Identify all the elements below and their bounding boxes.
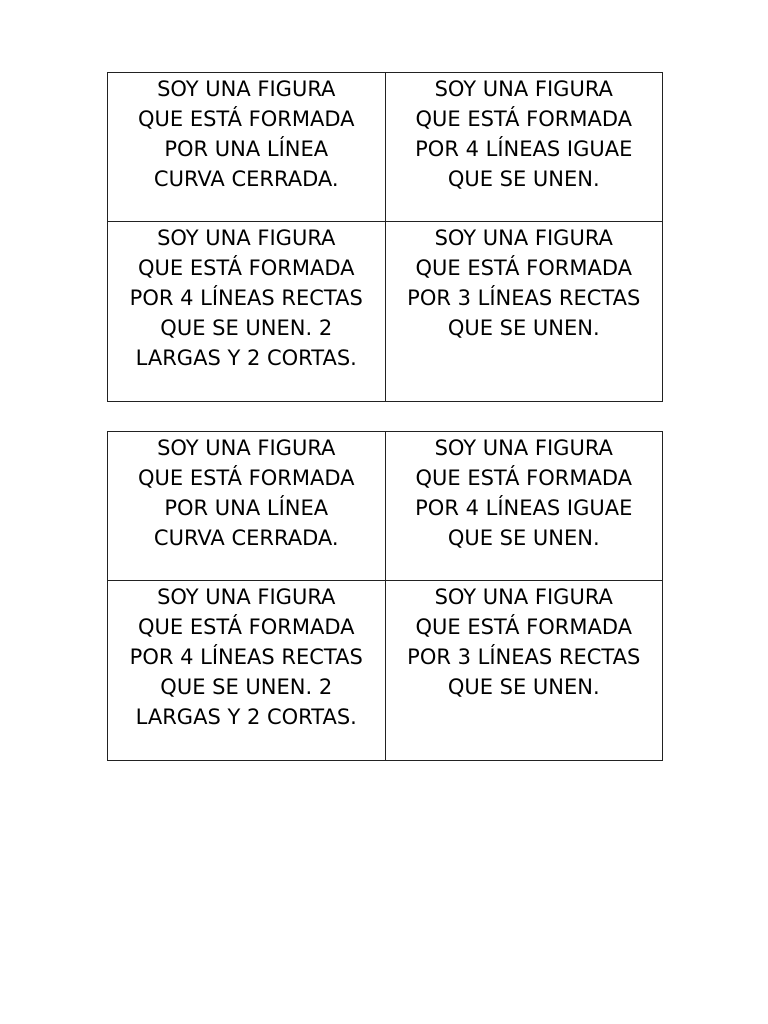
card-text: SOY UNA FIGURA QUE ESTÁ FORMADA POR 4 LÍNEAS RECTAS QUE SE UNEN. 2 LARGAS Y 2 CORTAS.	[129, 585, 363, 729]
card-circle	[108, 73, 386, 222]
card-square	[385, 432, 663, 581]
table-row	[108, 73, 663, 222]
card-text: SOY UNA FIGURA QUE ESTÁ FORMADA POR 3 LÍNEAS RECTAS QUE SE UNEN.	[407, 585, 641, 699]
card-text: SOY UNA FIGURA QUE ESTÁ FORMADA POR 4 LÍNEAS IGUAE QUE SE UNEN.	[415, 77, 633, 191]
card-square	[385, 73, 663, 222]
table-row	[108, 581, 663, 761]
card-text: SOY UNA FIGURA QUE ESTÁ FORMADA POR 4 LÍNEAS IGUAE QUE SE UNEN.	[415, 436, 633, 550]
card-triangle	[385, 222, 663, 402]
riddle-cards-table-2	[107, 431, 663, 761]
table-row	[108, 222, 663, 402]
card-rectangle	[108, 581, 386, 761]
card-text: SOY UNA FIGURA QUE ESTÁ FORMADA POR 3 LÍNEAS RECTAS QUE SE UNEN.	[407, 226, 641, 340]
card-rectangle	[108, 222, 386, 402]
card-text: SOY UNA FIGURA QUE ESTÁ FORMADA POR 4 LÍNEAS RECTAS QUE SE UNEN. 2 LARGAS Y 2 CORTAS.	[129, 226, 363, 370]
card-text: SOY UNA FIGURA QUE ESTÁ FORMADA POR UNA LÍNEA CURVA CERRADA.	[137, 436, 355, 550]
card-triangle	[385, 581, 663, 761]
card-text: SOY UNA FIGURA QUE ESTÁ FORMADA POR UNA LÍNEA CURVA CERRADA.	[137, 77, 355, 191]
table-row	[108, 432, 663, 581]
card-circle	[108, 432, 386, 581]
riddle-cards-table-1	[107, 72, 663, 402]
